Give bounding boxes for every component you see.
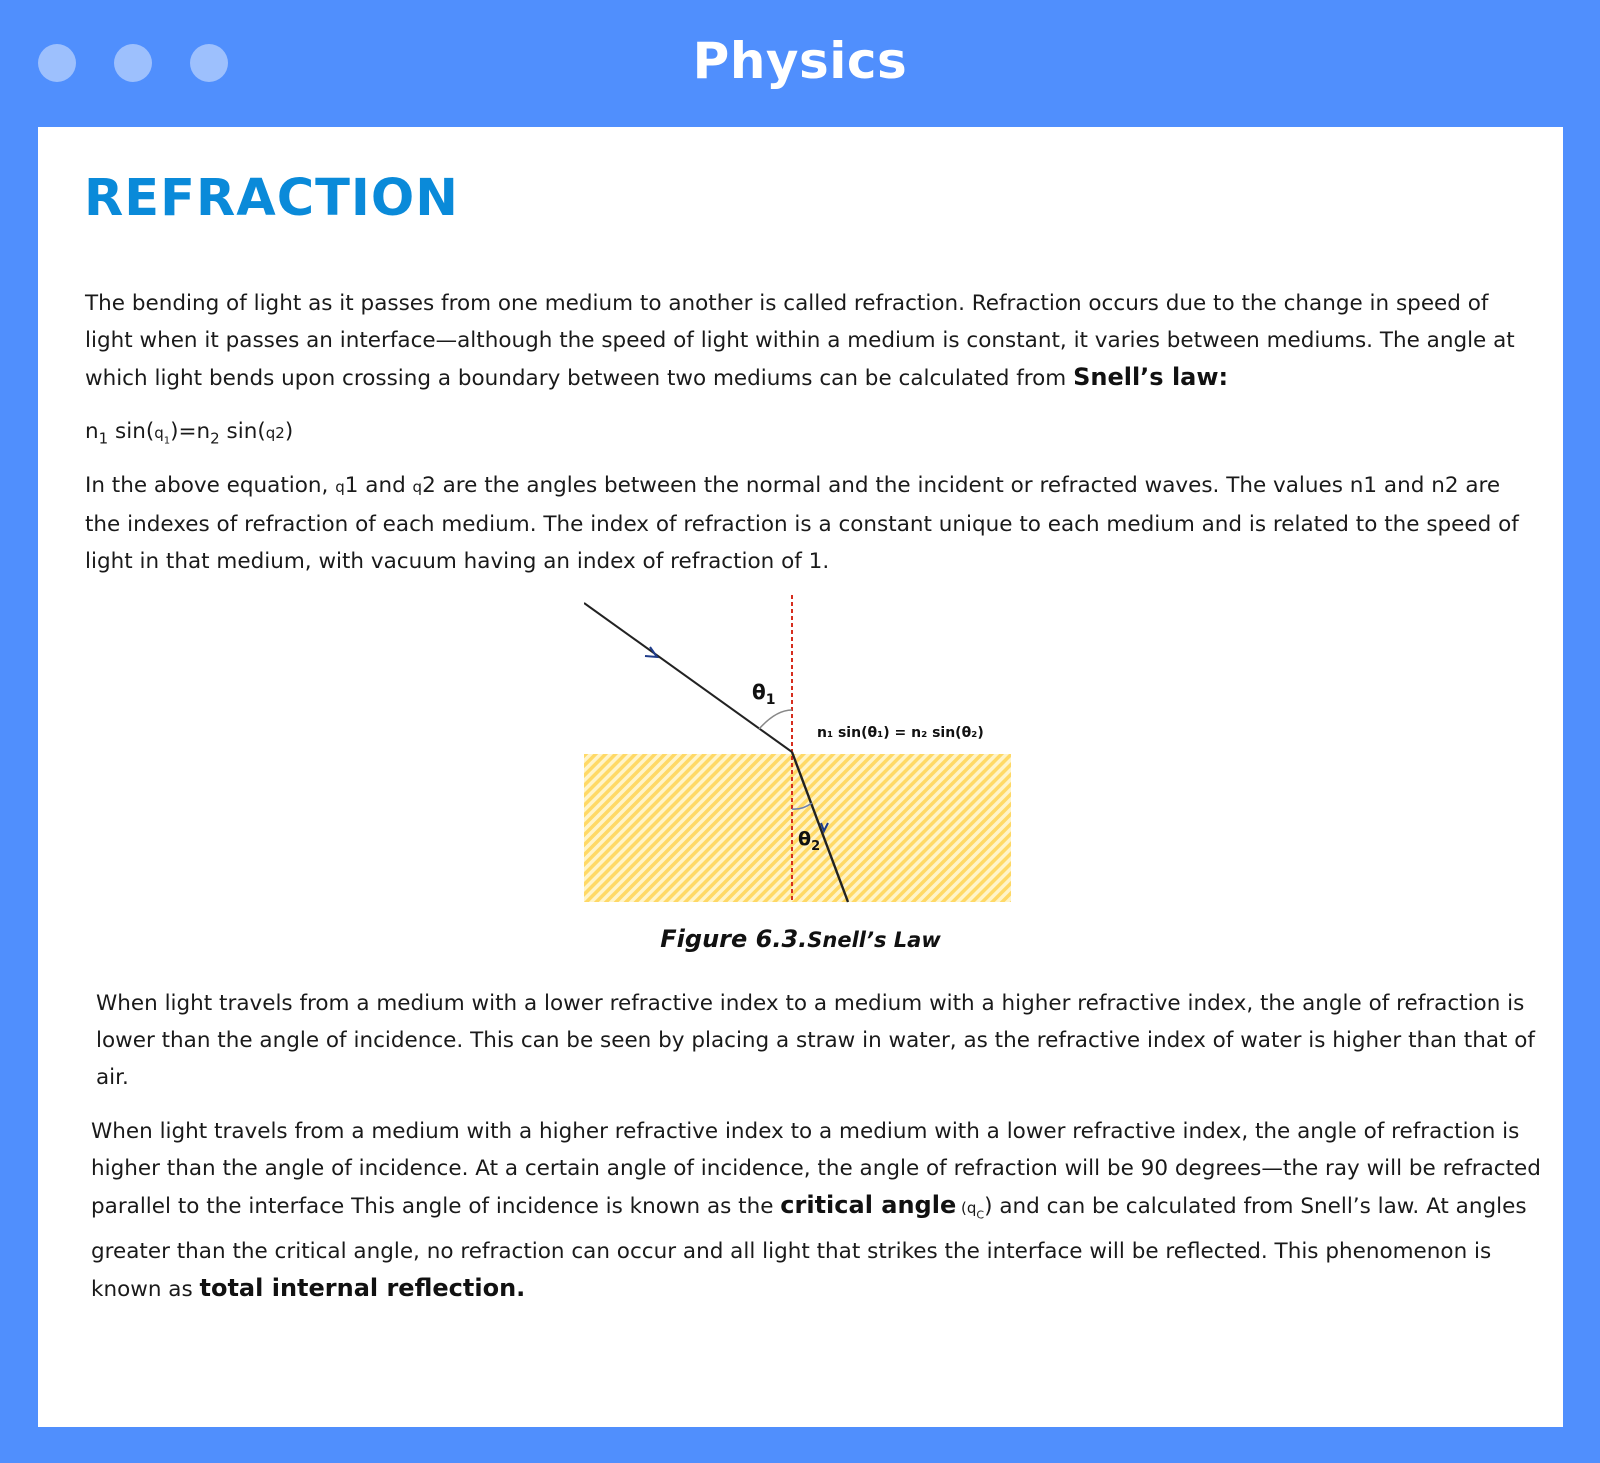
p2-a: In the above equation, <box>85 473 336 498</box>
snells-law-term: Snell’s law: <box>1073 363 1229 391</box>
eq-q1-sub: 1 <box>163 435 171 447</box>
snells-law-figure <box>584 595 1024 910</box>
p2-q1: q <box>335 478 345 496</box>
snells-formula-label: n₁ sin(θ₁) = n₂ sin(θ₂) <box>817 725 984 741</box>
intro-paragraph <box>85 285 1530 397</box>
critical-angle-paragraph <box>91 1113 1541 1308</box>
content-panel <box>38 127 1563 1427</box>
eq-sub1: 1 <box>98 429 109 448</box>
caption-title: Snell’s Law <box>807 928 941 952</box>
total-internal-reflection-term: total internal reflection. <box>199 1274 526 1303</box>
p2-q2: q <box>412 478 423 496</box>
eq-end: ) <box>284 419 294 444</box>
p4-qc-sub: C <box>976 1208 985 1222</box>
snells-equation <box>85 413 293 459</box>
eq-q2: q2 <box>265 424 285 442</box>
angle-arc-1 <box>759 710 792 729</box>
eq-sub2: 2 <box>210 429 220 448</box>
window-title: Physics <box>692 32 908 90</box>
p4-qc-close: ) <box>984 1194 993 1219</box>
theta1-label: $\theta_1$ <box>752 680 776 708</box>
equation-explanation-paragraph <box>85 467 1530 580</box>
p4-a: When light travels from a medium with a higher refractive index to a medium with a lower refractive index, the angle of refraction is higher than the angle of incidence. At a certain angle of incidence, the angle of refraction will be 90 degrees—the ray will be refracted parallel to the interface This angle of incidence is known as the <box>91 1119 1541 1219</box>
eq-n: n <box>85 419 99 444</box>
eq-mid: )=n <box>170 419 211 444</box>
caption-number: Figure 6.3. <box>660 925 808 953</box>
page-heading: REFRACTION <box>84 169 459 228</box>
eq-sin2: sin( <box>219 419 266 444</box>
eq-sin1: sin( <box>108 419 155 444</box>
p4-qc-open: ( <box>956 1199 967 1217</box>
p2-b: 1 and <box>344 473 413 498</box>
figure-caption <box>38 923 1563 956</box>
intro-text: The bending of light as it passes from one medium to another is called refraction. Refraction occurs due to the change in speed of light when it passes an interface—although the speed of light within a medium is constant, it varies between mediums. The angle at which light bends upon crossing a boundary between two mediums can be calculated from <box>85 291 1515 391</box>
lower-to-higher-paragraph: When light travels from a medium with a lower refractive index to a medium with a higher refractive index, the angle of refraction is lower than the angle of incidence. This can be seen by placing a straw in water, as the refractive index of water is higher than that of air. <box>96 991 1535 1090</box>
refraction-diagram <box>584 595 1024 910</box>
p4-qc: q <box>966 1199 977 1217</box>
panel-edge <box>38 1410 66 1414</box>
p4-b: and can be calculated from Snell’s law. At angles greater than the critical angle, no refraction can occur and all light that strikes the interface will be reflected. This phenomenon is known as <box>91 1194 1527 1303</box>
p2-c: 2 are the angles between the normal and the incident or refracted waves. The values n1 and n2 are the indexes of refraction of each medium. The index of refraction is a constant unique to each medium and is related to the speed of light in that medium, with vacuum having an index of refraction of 1. <box>85 473 1519 574</box>
incident-ray <box>584 603 792 752</box>
window-titlebar <box>0 0 1600 127</box>
eq-q1: q <box>154 424 164 442</box>
critical-angle-term: critical angle <box>780 1191 957 1219</box>
theta2-label: $\theta_2$ <box>798 828 821 854</box>
